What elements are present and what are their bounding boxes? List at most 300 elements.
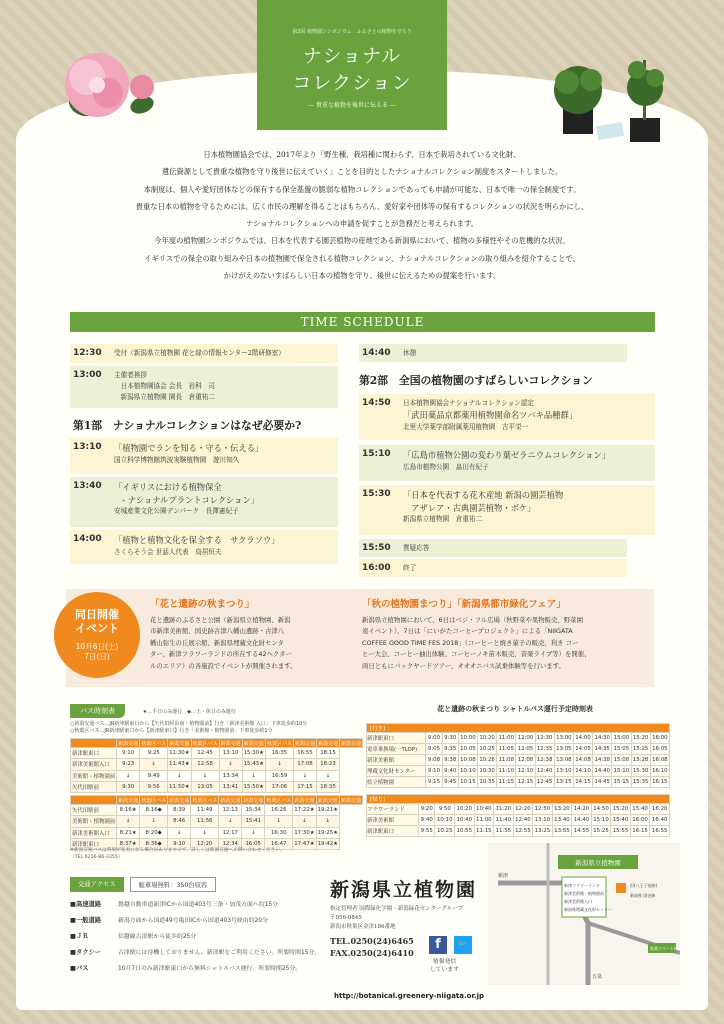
event-line: ルのエリア）の各施設でイベントが開催されます。	[150, 661, 297, 670]
title-banner	[257, 0, 447, 130]
table-cell: ↓	[219, 759, 242, 770]
table-cell: 14:38	[593, 755, 612, 766]
schedule-time: 13:10	[73, 442, 102, 452]
table-cell: 14:05	[573, 744, 592, 755]
table-cell: 18:15	[316, 748, 339, 759]
table-cell: 14:55	[572, 826, 592, 837]
table-cell: 10:25	[478, 744, 497, 755]
table-cell: 10:08	[458, 755, 477, 766]
schedule-text	[114, 534, 280, 558]
access-detail: 新潟方面から国道49号亀田ICから国道403号経由約20分	[118, 918, 268, 924]
speaker: 新潟県立植物園 倉重祐二	[403, 515, 483, 523]
table-cell: 電車乗換場(一TLOP)	[367, 744, 426, 755]
speaker: 北里大学薬学部附属薬用植物園 古平栄一	[403, 422, 529, 431]
table-cell: 新潟交通	[243, 740, 264, 747]
part-2-heading: 第2部 全国の植物園のすばらしいコレクション	[359, 374, 593, 387]
table-cell: 17:30★	[293, 827, 316, 838]
table-cell: 新潟交通	[220, 797, 241, 804]
table-cell: 19:21★	[316, 805, 339, 816]
event-title: 「花と遺跡の秋まつり」	[150, 599, 255, 610]
table-cell: 12:15	[516, 777, 535, 788]
table-row	[367, 724, 670, 733]
table-cell: 美術館・植物園前	[71, 816, 117, 827]
table-cell: 10:40	[455, 815, 475, 826]
talk-title: 「広島市植物公園の変わり葉ゼラニウムコレクション」	[403, 450, 611, 460]
table-cell: 12:58	[191, 759, 219, 770]
speaker: 広島市植物公園 畠田有紀子	[403, 462, 489, 471]
table-cell: 15:34	[242, 805, 265, 816]
schedule-time: 15:50	[362, 543, 391, 553]
twitter-icon[interactable]: 🐦	[454, 936, 472, 954]
table-cell: 11:15	[474, 826, 494, 837]
map-label: 新潟県埋蔵文化財センター	[564, 907, 612, 912]
table-cell: 16:15	[630, 826, 650, 837]
table-cell: 13:25	[533, 826, 553, 837]
table-cell: 12:17	[219, 827, 242, 838]
table-cell: フラワーランド	[367, 804, 419, 815]
access-item	[70, 915, 335, 924]
table-cell: 11:55	[494, 826, 514, 837]
table-cell: 15:55	[611, 826, 631, 837]
access-section	[70, 877, 335, 979]
schedule-text	[114, 442, 263, 466]
table-cell: 13:20	[552, 804, 572, 815]
table-cell: 12:35	[535, 744, 554, 755]
table-cell: 16:30	[265, 827, 293, 838]
table-cell: ↓	[265, 816, 293, 827]
table-cell	[71, 739, 117, 748]
schedule-line: 日本植物園協会ナショナルコレクション認定	[403, 399, 535, 407]
table-cell: 新潟交通	[317, 797, 338, 804]
subtitle: — 貴重な植物を後世に伝える —	[308, 102, 396, 109]
table-cell: 8:16★	[117, 805, 140, 816]
access-map	[488, 843, 680, 985]
table-cell: 14:45	[593, 777, 612, 788]
access-mode: ■高速道路	[70, 901, 102, 908]
talk-title: 「植物と植物文化を保全する サクラソウ」	[114, 535, 280, 545]
intro-line: 日本植物園協会では、2017年より「野生種、栽培種に関わらず、日本で栽培されている文化財、	[203, 150, 521, 159]
table-cell: 13:10	[554, 766, 573, 777]
table-cell: 8:20◆	[140, 827, 168, 838]
map-label: 秋葉スマートIC	[650, 946, 678, 951]
speaker: 国立科学博物館筑波実験植物園 遊川知久	[114, 455, 240, 464]
talk-title: - ナショナルプラントコレクション」	[114, 494, 260, 505]
table-cell: 10:00	[458, 733, 477, 744]
table-row	[367, 744, 670, 755]
schedule-row	[70, 438, 338, 474]
bus-table-from-niitsu	[70, 738, 363, 793]
table-cell: 15:08	[612, 755, 631, 766]
schedule-time: 15:10	[362, 449, 391, 459]
table-cell: 新津駅東口	[71, 838, 117, 849]
access-detail: 10月7日のみ新津駅東口から無料シャトルバス運行。所要時間25分。	[118, 966, 302, 972]
schedule-time: 12:30	[73, 348, 102, 358]
access-mode: ■タクシー	[70, 949, 102, 956]
table-cell: 8:46	[168, 816, 191, 827]
event-line: 遠イベント）、7日は「にいがたコーヒープロジェクト」による「NIIGATA	[362, 627, 573, 636]
table-cell: 14:50	[591, 804, 611, 815]
talk-title: 「植物園でランを知る・守る・伝える」	[114, 443, 264, 453]
table-cell: 9:00	[426, 733, 442, 744]
badge-text: 同日開催	[75, 608, 119, 621]
schedule-text: 質疑応答	[403, 544, 430, 552]
table-cell: 12:40	[535, 766, 554, 777]
schedule-row	[359, 539, 627, 557]
table-cell: 10:30	[478, 766, 497, 777]
table-cell: 16:15	[650, 777, 669, 788]
address: 新潟市秋葉区金津186番地	[330, 924, 396, 930]
table-row	[367, 733, 670, 744]
table-cell: 12:20	[513, 804, 533, 815]
camellia-photo	[42, 45, 162, 135]
access-detail: 古津駅には待機しておりません。新津駅をご利用ください。所要時間15分。	[118, 950, 321, 956]
map-label: 新津フラワーランド	[564, 883, 600, 888]
table-cell: 新潟交通	[341, 797, 362, 804]
event-line: 花と遺跡のふるさと公園（新潟県立植物園、新潟	[150, 616, 291, 624]
table-cell: 新潟交通	[294, 740, 315, 747]
table-cell: 13:55	[552, 826, 572, 837]
table-cell: [帰り]	[367, 795, 670, 804]
website-link[interactable]: http://botanical.greenery-niigata.or.jp	[334, 992, 484, 1000]
event-line: 幡山弥生の丘展示館、新潟県埋蔵文化財センタ	[150, 638, 284, 647]
table-cell: ↓	[168, 827, 191, 838]
tel: TEL.0250(24)6465	[330, 936, 414, 946]
schedule-time: 14:40	[362, 348, 391, 358]
table-cell: 16:10	[650, 766, 669, 777]
table-cell: 14:08	[573, 755, 592, 766]
table-cell: 13:08	[554, 755, 573, 766]
table-cell: 12:50	[533, 804, 553, 815]
table-cell: 17:06	[265, 781, 293, 792]
intro-text	[86, 146, 638, 284]
schedule-row	[359, 485, 655, 535]
table-cell: ↓	[140, 759, 168, 770]
event-right	[362, 598, 652, 672]
table-cell: 9:40	[442, 766, 458, 777]
table-cell: 15:50★	[242, 781, 265, 792]
schedule-line: 主催者挨拶	[114, 371, 147, 379]
shuttle-title: 花と遺跡の秋まつり シャトルバス運行予定時刻表	[437, 705, 593, 713]
table-cell: 秋葉区バス	[141, 797, 167, 804]
table-cell: 10:10	[458, 766, 477, 777]
table-cell: 14:15	[573, 777, 592, 788]
event-line: 市新津美術館、国史跡古津八幡山遺跡・古津八	[150, 627, 285, 636]
schedule-time: 14:00	[73, 534, 102, 544]
table-cell: 13:05	[554, 744, 573, 755]
table-cell: 15:35	[631, 777, 650, 788]
zip: 〒956-0845	[330, 915, 362, 921]
table-cell: 9:08	[426, 755, 442, 766]
event-left	[150, 598, 350, 672]
bus-table-from-yashiroda	[70, 795, 363, 850]
parking-info: 駐車場無料：350台収容	[130, 877, 217, 892]
badge-text: イベント	[75, 622, 119, 635]
symposium-series: 第2回 植物園シンポジウム ふるさとの植物を守ろう	[292, 29, 412, 35]
table-cell: 9:45	[442, 777, 458, 788]
table-cell: ↓	[242, 770, 265, 781]
table-row	[367, 777, 670, 788]
table-cell: ↓	[219, 816, 242, 827]
table-cell: 15:30★	[242, 748, 265, 759]
table-cell: 15:20	[631, 733, 650, 744]
talk-title: 「日本を代表する花木産地 新潟の園芸植物	[403, 490, 564, 500]
speaker: 安城産業文化公園デンパーク 長澤憲紀子	[114, 507, 239, 515]
table-cell: 18:23	[316, 759, 339, 770]
table-cell: 10:25	[435, 826, 455, 837]
access-mode: ■バス	[70, 965, 89, 972]
table-cell: 12:55	[513, 826, 533, 837]
table-cell	[71, 796, 117, 805]
title-line-1: ナショナル	[302, 45, 402, 67]
table-cell: 14:00	[573, 733, 592, 744]
table-cell: 12:34	[219, 838, 242, 849]
table-cell: 美術館・植物園前	[71, 770, 117, 781]
table-cell: 新潟交通	[118, 740, 139, 747]
table-cell: 14:10	[573, 766, 592, 777]
event-title: 「秋の植物園まつり」「新潟県都市緑化フェア」	[362, 599, 566, 610]
schedule-row	[70, 344, 338, 363]
schedule-text	[114, 481, 259, 517]
table-cell: 15:43★	[242, 759, 265, 770]
schedule-time: 16:00	[362, 563, 391, 573]
access-detail: 磐越自動車道新津ICから国道403号三条・加茂方面へ約15分	[118, 902, 279, 908]
table-cell: 新潟交通	[317, 740, 338, 747]
table-cell: ↓	[316, 816, 339, 827]
table-cell: 11:20	[494, 804, 514, 815]
table-cell: 15:15	[612, 777, 631, 788]
table-cell: 10:20	[455, 804, 475, 815]
table-cell: 13:10	[219, 748, 242, 759]
access-title: 交通アクセス	[70, 877, 124, 892]
info-caption	[430, 958, 459, 974]
table-cell: 11:56	[191, 816, 219, 827]
table-cell: 15:10	[612, 766, 631, 777]
table-cell: 矢代田駅前	[71, 781, 117, 792]
part-1-heading: 第1部 ナショナルコレクションはなぜ必要か?	[73, 419, 302, 432]
table-cell: ↓	[168, 770, 191, 781]
access-detail: 信越線古津駅から徒歩約25分	[118, 934, 197, 940]
schedule-row	[359, 445, 655, 481]
table-cell: 9:10	[426, 766, 442, 777]
intro-line: ナショナルコレクションへの申請を促すことが急務だと考えられます。	[246, 219, 478, 229]
table-row	[367, 755, 670, 766]
table-cell: 15:10	[591, 815, 611, 826]
table-cell: 9:49	[140, 770, 168, 781]
table-cell: 15:25	[591, 826, 611, 837]
intro-line: イギリスでの保全の取り組みや日本の植物園で保全される植物コレクション、ナショナルコレクションの取り組みを紹介することで、	[144, 253, 580, 263]
table-cell: 10:15	[458, 777, 477, 788]
access-item	[70, 947, 335, 956]
table-cell: 11:08	[497, 755, 516, 766]
intro-line: 遺伝資源として貴重な植物を守り後世に伝えていく」ことを目的としたナショナルコレクション制度をスタートしました。	[161, 167, 563, 177]
table-row	[71, 816, 363, 827]
table-cell: 9:20	[418, 804, 435, 815]
table-cell: 12:13	[219, 805, 242, 816]
access-mode: ■一般道路	[70, 917, 102, 924]
bus-footnote	[70, 848, 360, 861]
schedule-time: 13:00	[73, 370, 102, 380]
time-schedule-heading: TIME SCHEDULE	[70, 312, 655, 332]
table-cell: 13:05	[191, 781, 219, 792]
table-cell: ↓	[140, 816, 168, 827]
schedule-row	[70, 477, 338, 527]
table-cell: 9:30	[442, 733, 458, 744]
table-cell: 14:40	[593, 766, 612, 777]
table-cell: 12:30	[535, 733, 554, 744]
table-cell: 12:20	[191, 838, 219, 849]
table-cell: 9:50	[435, 804, 455, 815]
table-cell: ↓	[191, 827, 219, 838]
table-cell: 9:56	[140, 781, 168, 792]
intro-line: 本制度は、個人や愛好団体などの保有する保全基盤の脆弱な植物コレクションであっても申請が可能な、日本で唯一の保全制度です。	[143, 184, 581, 194]
schedule-row	[359, 559, 627, 577]
bus-note: ○秋葉区バス…JR新津駅東口から【新津駅東口】行き「美術館・植物園前」下車徒歩約1分	[70, 727, 273, 734]
table-cell: ↓	[191, 770, 219, 781]
schedule-row	[359, 394, 655, 440]
table-cell: 新津美術館	[367, 815, 419, 826]
table-cell: 16:40	[650, 815, 670, 826]
table-cell: 14:40	[572, 815, 592, 826]
talk-title: アザレア・古典園芸植物・ボケ」	[403, 502, 536, 513]
table-cell: 16:00	[630, 815, 650, 826]
table-cell: 16:35	[265, 748, 293, 759]
table-cell: ↓	[316, 770, 339, 781]
table-cell: 11:10	[497, 766, 516, 777]
table-row	[367, 804, 670, 815]
info-line: しています	[430, 967, 459, 973]
intro-line: かけがえのないすばらしい日本の植物を守り、後世に伝えるための提案を行います。	[223, 271, 501, 281]
table-cell: 9:35	[442, 744, 458, 755]
table-cell: 新潟交通	[169, 797, 190, 804]
table-cell: 10:05	[458, 744, 477, 755]
table-cell: 12:45	[535, 777, 554, 788]
access-mode: ■ＪＲ	[70, 933, 89, 940]
table-cell: 新潟交通	[220, 740, 241, 747]
access-item	[70, 899, 335, 908]
table-cell: 16:26	[265, 805, 293, 816]
schedule-text	[403, 449, 610, 473]
table-cell: 12:05	[516, 744, 535, 755]
table-cell: 8:21★	[117, 827, 140, 838]
table-cell: 11:49	[191, 805, 219, 816]
table-cell: ↓	[293, 816, 316, 827]
table-row	[71, 759, 363, 770]
table-cell: 13:40	[552, 815, 572, 826]
schedule-text: 休憩	[403, 349, 417, 357]
table-cell: ↓	[293, 770, 316, 781]
table-cell: 16:55	[293, 748, 316, 759]
table-cell: 9:40	[418, 815, 435, 826]
schedule-row	[70, 366, 338, 408]
table-cell: 12:38	[535, 755, 554, 766]
table-cell: 9:25	[140, 748, 168, 759]
bus-note: ○新潟交通バス…JR新津駅東口から【矢代田経由南・植物園前】行き「新津美術館 入口」下車徒歩約10分	[70, 721, 308, 727]
schedule-text: 終了	[403, 564, 417, 572]
table-cell: 17:15	[293, 781, 316, 792]
table-cell: 新津美術館	[367, 755, 426, 766]
potted-plants-photo	[545, 40, 685, 150]
access-item	[70, 963, 335, 972]
table-row	[367, 815, 670, 826]
table-cell: 12:08	[516, 755, 535, 766]
footnote-line: ※新潟交通バスは時刻が変更になる場合がありますので、詳しくは新潟交通へお問い合わせください。	[70, 848, 285, 853]
garden-address	[330, 905, 477, 932]
event-badge	[54, 592, 140, 678]
table-cell: 9:10	[117, 748, 140, 759]
table-cell: 16:59	[265, 770, 293, 781]
table-cell: 14:35	[593, 744, 612, 755]
table-cell: 9:05	[426, 744, 442, 755]
table-cell: 秋葉区バス	[192, 740, 218, 747]
shuttle-table-go	[366, 723, 670, 788]
table-cell: 19:25★	[316, 827, 339, 838]
table-cell: 8:39	[168, 805, 191, 816]
map-label: 新津美術館・植物園前	[564, 891, 604, 896]
badge-date	[54, 642, 140, 662]
table-cell: ↓	[265, 759, 293, 770]
table-cell: 10:20	[478, 733, 497, 744]
access-header	[70, 877, 335, 892]
table-cell: 16:20	[650, 804, 670, 815]
table-cell: 17:22★	[293, 805, 316, 816]
operator: 指定管理者 国際緑化学園・新潟緑花センターグループ	[330, 906, 464, 912]
table-cell: ↓	[117, 770, 140, 781]
table-cell: 秋葉区バス	[266, 740, 292, 747]
table-cell: 13:00	[554, 733, 573, 744]
table-row	[367, 795, 670, 804]
table-cell: 17:08	[293, 759, 316, 770]
table-cell: 新津美術館入口	[71, 759, 117, 770]
table-cell: 新津駅東口	[367, 733, 426, 744]
table-cell: 15:25	[631, 744, 650, 755]
garden-name: 新潟県立植物園	[330, 879, 478, 901]
table-cell: 15:05	[612, 744, 631, 755]
table-cell: 9:30	[117, 781, 140, 792]
table-cell: 12:10	[516, 766, 535, 777]
schedule-line: 日本植物園協会 会長 岩科 司	[114, 382, 216, 390]
table-cell: 13:34	[219, 770, 242, 781]
table-cell: 18:35	[316, 781, 339, 792]
event-line: ター、新津フラワーランドの所在する42ヘクター	[150, 650, 292, 659]
badge-date-line: 7日(日)	[84, 652, 110, 661]
table-cell: 13:15	[554, 777, 573, 788]
schedule-line: 新潟県立植物園 園長 倉重祐二	[114, 393, 216, 401]
schedule-text: 受付（新潟県立植物園 花と緑の情報センター2階研修室）	[114, 349, 285, 357]
access-list	[70, 899, 335, 972]
badge-date-line: 10月6日(土)	[75, 642, 119, 651]
facebook-icon[interactable]: f	[429, 936, 447, 954]
table-cell: 11:00	[497, 733, 516, 744]
table-cell: 新津駅東口	[71, 748, 117, 759]
table-cell: 新潟交通	[118, 797, 139, 804]
table-cell: 15:40	[630, 804, 650, 815]
map-label: 新津美術館入口	[564, 899, 592, 904]
table-cell: 9:10	[168, 838, 191, 849]
table-row	[71, 748, 363, 759]
table-cell: 11:30★	[168, 748, 191, 759]
table-cell: 10:40	[474, 804, 494, 815]
table-cell: 県立植物園	[367, 777, 426, 788]
table-cell: 秋葉区バス	[266, 797, 292, 804]
map-label: 五泉	[592, 974, 603, 980]
table-cell: 秋葉区バス	[192, 797, 218, 804]
table-cell: 13:10	[533, 815, 553, 826]
bus-header	[70, 704, 355, 734]
table-row	[367, 826, 670, 837]
table-row	[71, 770, 363, 781]
table-cell: ↓	[242, 827, 265, 838]
table-cell: 12:45	[191, 748, 219, 759]
